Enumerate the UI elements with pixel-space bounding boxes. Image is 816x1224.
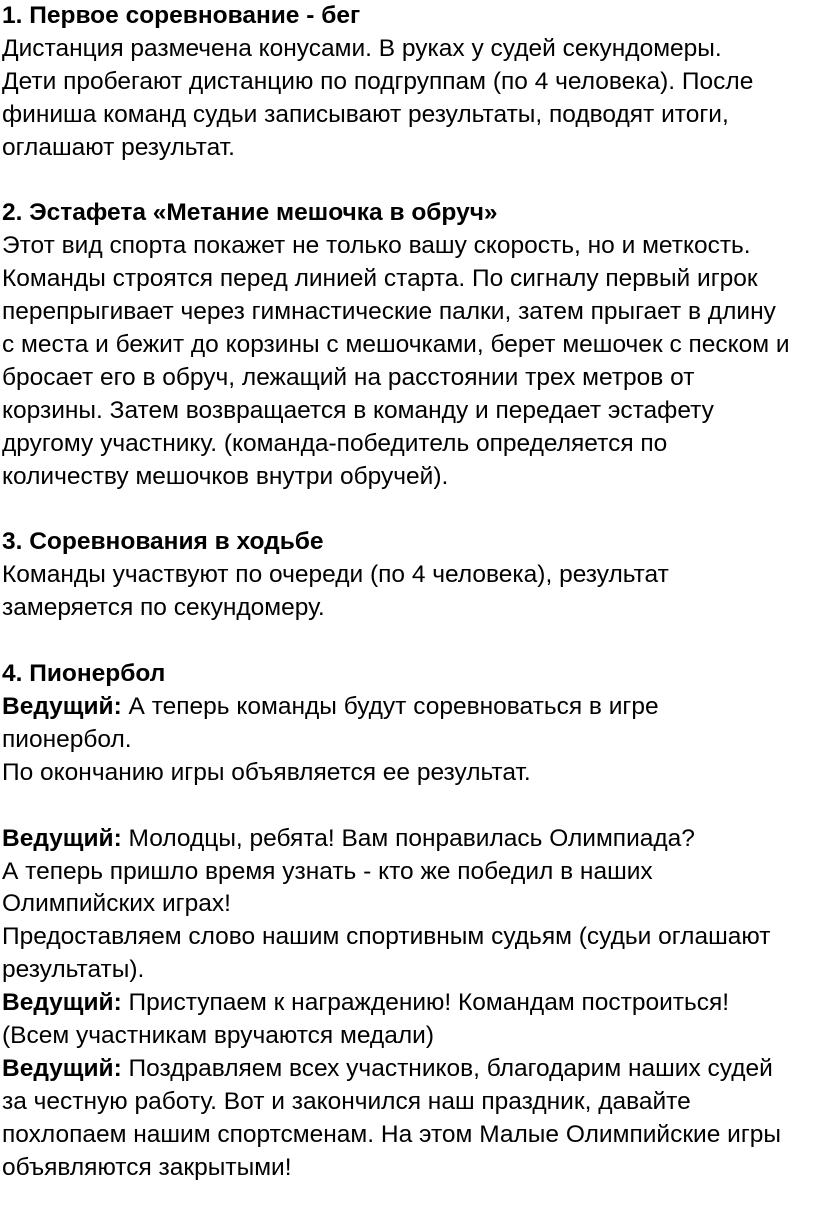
paragraph-line: Дети пробегают дистанцию по подгруппам (по 4 человека). После: [2, 67, 754, 95]
paragraph-line: с места и бежит до корзины с мешочками, берет мешочек с песком и: [2, 331, 790, 359]
section-heading: 4. Пионербол: [2, 660, 166, 688]
paragraph-line: похлопаем нашим спортсменам. На этом Малые Олимпийские игры: [2, 1120, 782, 1148]
paragraph-line: другому участнику. (команда-победитель определяется по: [2, 429, 668, 457]
speaker-line: [2, 1053, 816, 1086]
paragraph-line: количеству мешочков внутри обручей).: [2, 462, 449, 490]
paragraph-line: Команды строятся перед линией старта. По сигналу первый игрок: [2, 265, 758, 293]
section-walking: [2, 526, 816, 625]
paragraph-line: По окончанию игры объявляется ее результат.: [2, 758, 531, 786]
paragraph-line: (Всем участникам вручаются медали): [2, 1022, 434, 1050]
speaker-text: Молодцы, ребята! Вам понравилась Олимпиада?: [121, 824, 695, 852]
section-heading: 3. Соревнования в ходьбе: [2, 528, 324, 556]
paragraph-line: Олимпийских играх!: [2, 890, 231, 918]
section-closing: [2, 823, 816, 1185]
paragraph-line: Дистанция размечена конусами. В руках у судей секундомеры.: [2, 34, 722, 62]
speaker-label: Ведущий:: [2, 989, 122, 1017]
blank-line: [2, 625, 816, 658]
speaker-label: Ведущий:: [2, 1054, 122, 1082]
paragraph-line: А теперь пришло время узнать - кто же победил в наших: [2, 857, 653, 885]
speaker-label: Ведущий:: [2, 824, 122, 852]
speaker-label: Ведущий:: [2, 692, 122, 720]
section-heading: 1. Первое соревнование - бег: [2, 2, 361, 29]
paragraph-line: перепрыгивает через гимнастические палки, затем прыгает в длину: [2, 298, 776, 326]
paragraph-line: пионербол.: [2, 725, 132, 753]
paragraph-line: замеряется по секундомеру.: [2, 594, 325, 622]
paragraph-line: за честную работу. Вот и закончился наш праздник, давайте: [2, 1087, 691, 1115]
paragraph-line: Команды участвуют по очереди (по 4 человека), результат: [2, 561, 669, 589]
paragraph-line: оглашают результат.: [2, 133, 235, 161]
section-heading: 2. Эстафета «Метание мешочка в обруч»: [2, 199, 498, 227]
section-running: [2, 0, 816, 165]
paragraph-line: бросает его в обруч, лежащий на расстоянии трех метров от: [2, 363, 695, 391]
blank-line: [2, 165, 816, 198]
speaker-text: Поздравляем всех участников, благодарим наших судей: [121, 1054, 773, 1082]
speaker-line: [2, 987, 816, 1020]
section-relay: [2, 197, 816, 493]
blank-line: [2, 494, 816, 527]
speaker-text: А теперь команды будут соревноваться в игре: [121, 692, 659, 720]
paragraph-line: Этот вид спорта покажет не только вашу скорость, но и меткость.: [2, 232, 751, 260]
section-pioneerball: [2, 658, 816, 790]
paragraph-line: объявляются закрытыми!: [2, 1153, 292, 1181]
speaker-line: [2, 691, 816, 724]
speaker-line: [2, 823, 816, 856]
blank-line: [2, 790, 816, 823]
paragraph-line: результаты).: [2, 956, 145, 984]
paragraph-line: финиша команд судьи записывают результаты, подводят итоги,: [2, 100, 729, 128]
paragraph-line: Предоставляем слово нашим спортивным судьям (судьи оглашают: [2, 923, 771, 951]
paragraph-line: корзины. Затем возвращается в команду и передает эстафету: [2, 396, 714, 424]
speaker-text: Приступаем к награждению! Командам построиться!: [121, 989, 730, 1017]
